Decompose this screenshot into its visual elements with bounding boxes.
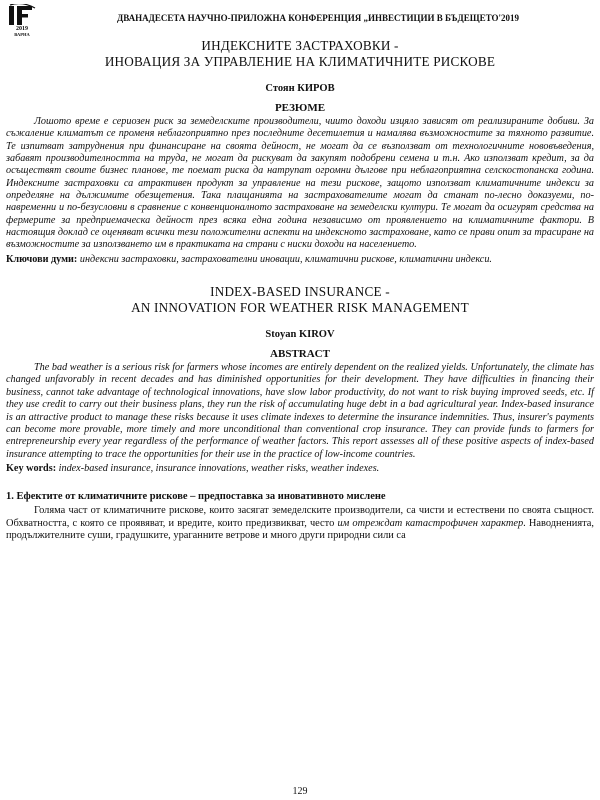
en-abstract-heading: ABSTRACT xyxy=(270,348,330,361)
en-title xyxy=(6,284,594,316)
bg-keywords xyxy=(6,254,594,266)
page-number: 129 xyxy=(292,786,308,797)
bg-title-line1: ИНДЕКСНИТЕ ЗАСТРАХОВКИ - xyxy=(201,38,399,53)
bg-abstract-text: Лошото време е сериозен риск за земеделските производители, чиито доходи изцяло зависят от реализираните добиви. За съжаление климатът се променя неблагоприятно през последните десетилетия и намалява възможностите за тяхното развитие. Те изпитват затруднения при финансиране на своята дейност, не могат да се възползват от технологичните нововъведения, забавят производителността на труда, не могат да рискуват да закупят подобрени семена и т.н. Ако използват кредит, за да осъществят своите бизнес планове, те поемат риска да натрупат огромни дългове при неблагоприятна селскостопанска година. Индексните застраховки са атрактивен продукт за управление на тези рискове, защото използват климатичните индекси за определяне на дължимите обезщетения. Така плащанията на застрахователите могат да станат по-лесно доказуеми, по-навременни и по-безусловни в сравнение с конвенционалното застраховане на земеделски култури. Те могат да осигурят средства на фермерите за предприемаческа дейност през всяка една година независимо от проявлението на климатичните фактори. В настоящия доклад се оценяват всички тези положителни аспекти на индексното застраховане, като се прави опит за трасиране на възможностите за използването им в практиката на страни с ниски доходи на населението. xyxy=(6,116,594,251)
page-header xyxy=(6,4,594,38)
section1-text-part2: . Наводненията, продължителните суши, градушките, ураганните ветрове и много други природни сили са xyxy=(6,517,595,542)
en-abstract-text: The bad weather is a serious risk for farmers whose incomes are entirely dependent on the realized yields. Unfortunately, the climate has changed unfavorably in recent decades and has diminished opportunities for their development. They have difficulties in financing their business, cannot take advantage of technological innovations, have slow labor productivity, do not want to risk buying improved seeds, etc. If they use credit to carry out their business plans, they run the risk of accumulating huge debt in a bad agricultural year. Index-based insurance is an attractive product to manage these risks because it uses climate indexes to determine the insurance indemnities. Thus, insurer's payments can become more provable, more timely and more unconditional than conventional crop insurance. They can provide funds to farmers for entrepreneurship every year regardless of the performance of weather factors. This report assesses all of these positive aspects of index-based insurance attempting to trace the opportunities for their use in the practice of low-income countries. xyxy=(6,362,594,460)
bg-title-line2: ИНОВАЦИЯ ЗА УПРАВЛЕНИЕ НА КЛИМАТИЧНИТЕ РИСКОВЕ xyxy=(104,54,496,69)
logo-if-icon xyxy=(6,4,38,26)
section1-text-part1: Голяма част от климатичните рискове, които засягат земеделските производители, са чисти и естествени по своята същност. Обхватността, с която се проявяват, и вредите, които предизвикват, често xyxy=(6,505,594,529)
en-keywords-label: Key words: xyxy=(6,462,57,474)
paper-content xyxy=(6,38,594,543)
bg-keywords-text: индексни застраховки, застрахователни иновации, климатични рискове, климатични индекси. xyxy=(79,253,492,265)
en-title-line1: INDEX-BASED INSURANCE - xyxy=(210,284,390,300)
en-keywords xyxy=(6,463,594,475)
bg-title xyxy=(6,38,594,70)
bg-abstract-heading: РЕЗЮМЕ xyxy=(274,102,326,114)
conference-title: ДВАНАДЕСЕТА НАУЧНО-ПРИЛОЖНА КОНФЕРЕНЦИЯ „ИНВЕСТИЦИИ В БЪДЕЩЕТО'2019 xyxy=(117,13,519,23)
section1-heading: 1. Ефектите от климатичните рискове – предпоставка за иновативното мислене xyxy=(6,491,386,503)
bg-keywords-label: Ключови думи: xyxy=(6,253,78,265)
conference-logo xyxy=(6,4,38,38)
section1-paragraph xyxy=(6,505,594,543)
en-keywords-text: index-based insurance, insurance innovations, weather risks, weather indexes. xyxy=(58,462,380,474)
en-author: Stoyan KIROV xyxy=(265,329,335,341)
en-title-line2: AN INNOVATION FOR WEATHER RISK MANAGEMENT xyxy=(131,300,469,316)
logo-place: ВАРНА xyxy=(14,32,30,37)
bg-author: Стоян КИРОВ xyxy=(265,83,335,94)
section1-text-emphasis: им отреждат катастрофичен характер xyxy=(337,517,524,529)
logo-year: 2019 xyxy=(16,26,28,32)
